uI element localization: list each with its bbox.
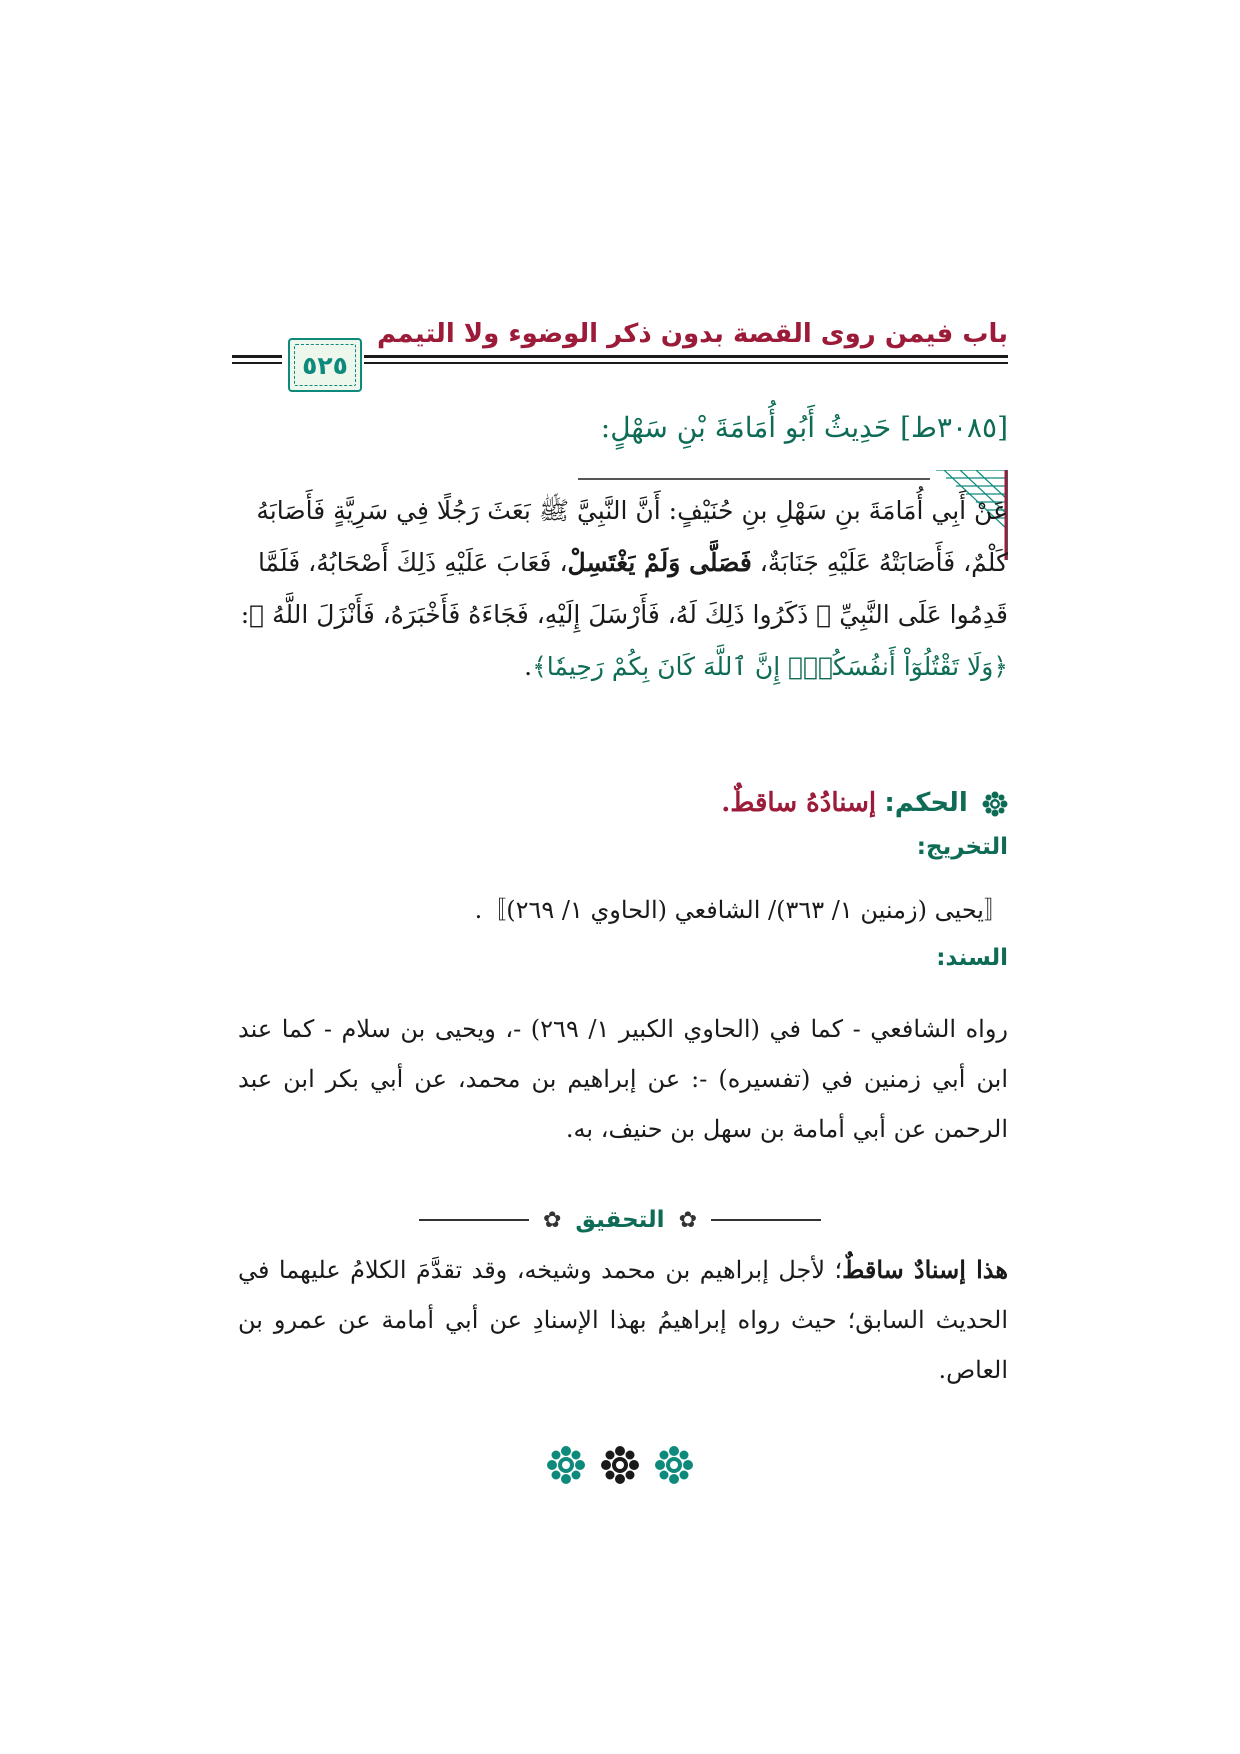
tahqiq-divider <box>400 1200 840 1240</box>
chapter-title: باب فيمن روى القصة بدون ذكر الوضوء ولا التيمم <box>377 319 1008 349</box>
flower-ornament-icon <box>600 1445 640 1485</box>
flower-ornament-icon <box>546 1445 586 1485</box>
header-rule-left <box>232 355 282 358</box>
hadith-text-end: . <box>524 652 533 681</box>
page-number: ٥٢٥ <box>302 350 348 380</box>
takhrij-label: التخريج: <box>916 834 1008 860</box>
header-rule <box>364 355 1008 358</box>
hadith-title: حَدِيثُ أَبُو أُمَامَةَ بْنِ سَهْلٍ: <box>600 411 892 444</box>
sanad-text: رواه الشافعي - كما في (الحاوي الكبير ١/ ٢٦٩) -، ويحيى بن سلام - كما عند ابن أبي زمنين في (تفسيره) -: عن إبراهيم بن محمد، عن أبي بكر ابن عبد الرحمن عن أبي أمامة بن سهل بن حنيف، به. <box>238 1015 1009 1143</box>
ruling <box>238 780 1008 826</box>
divider-scroll-icon-2: ✿ <box>678 1207 698 1233</box>
takhrij-text: 〚يحيى (زمنين ١/ ٣٦٣)/ الشافعي (الحاوي ١/ ٢٦٩)〛. <box>474 896 1008 924</box>
hadith-number: [٣٠٨٥ط] <box>900 411 1008 444</box>
flower-ornament-icon <box>654 1445 694 1485</box>
ruling-label: الحكم: <box>884 788 968 818</box>
header-rule-thin <box>364 362 1008 364</box>
quran-verse: ﴿وَلَا تَقْتُلُوٓاْ أَنفُسَكُمْۚ إِنَّ ٱللَّهَ كَانَ بِكُمْ رَحِيمٗا﴾ <box>532 652 1008 681</box>
hadith-text <box>238 485 1008 693</box>
end-ornaments <box>520 1445 720 1495</box>
ruling-value: إسنادُهُ ساقطٌ. <box>721 788 877 818</box>
hadith-text-part2: ، فَعَابَ عَلَيْهِ ذَلِكَ أَصْحَابُهُ، فَلَمَّا قَدِمُوا عَلَى النَّبِيِّ ﷺ ذَكَرُوا ذَلِكَ لَهُ، فَأَرْسَلَ إِلَيْهِ، فَجَاءَهُ فَأَخْبَرَهُ، فَأَنْزَلَ اللَّهُ ﷻ: <box>240 548 1008 629</box>
tahqiq-label: التحقيق <box>575 1207 665 1233</box>
divider-line-left <box>419 1219 529 1221</box>
tahqiq-body: ؛ لأجل إبراهيم بن محمد وشيخه، وقد تقدَّمَ الكلامُ عليهما في الحديث السابق؛ حيث رواه إبراهيمُ بهذا الإسنادِ عن أبي أمامة عن عمرو بن العاص. <box>238 1256 1008 1384</box>
divider-line-right <box>711 1219 821 1221</box>
tahqiq-text <box>238 1245 1008 1395</box>
flower-ornament-icon <box>982 791 1008 817</box>
hadith-text-part1: عَنْ أَبِي أُمَامَةَ بنِ سَهْلِ بنِ حُنَيْفٍ: أَنَّ النَّبِيَّ ﷺ بَعَثَ رَجُلًا فِي سَرِيَّةٍ فَأَصَابَهُ كَلْمٌ، فَأَصَابَتْهُ عَلَيْهِ جَنَابَةٌ، <box>256 496 1008 577</box>
sanad-label: السند: <box>936 945 1008 971</box>
hadith-text-bold: فَصَلَّى وَلَمْ يَغْتَسِلْ <box>567 548 752 577</box>
heading-rule <box>578 478 930 480</box>
hadith-heading <box>248 400 1008 456</box>
header-rule-left-thin <box>232 362 282 364</box>
tahqiq-bold: هذا إسنادٌ ساقطٌ <box>842 1255 1008 1284</box>
divider-scroll-icon: ✿ <box>542 1207 562 1233</box>
page-number-box <box>288 338 362 392</box>
